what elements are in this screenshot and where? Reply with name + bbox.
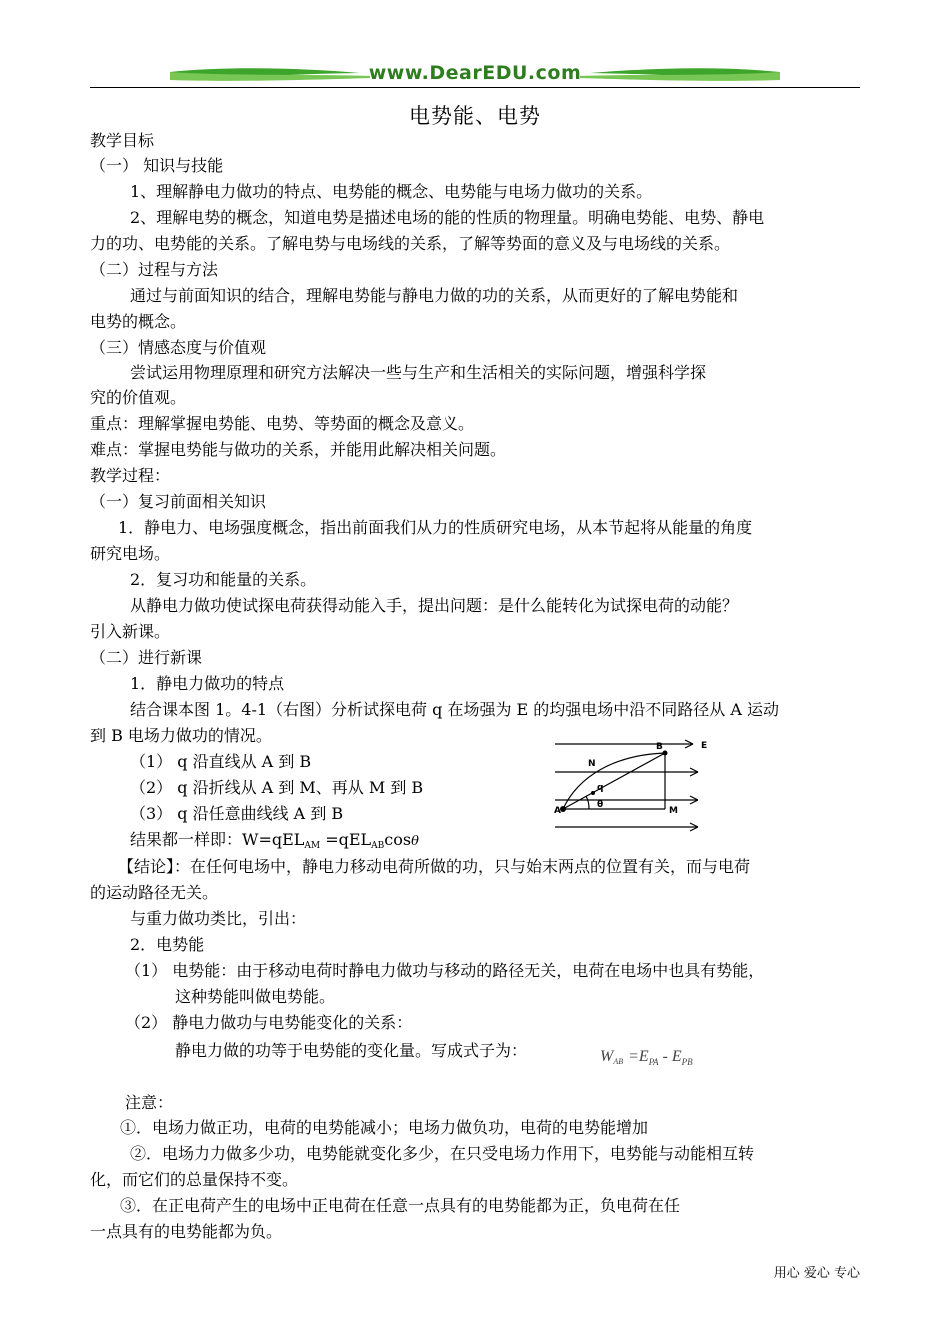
label-q: q [597, 783, 604, 793]
label-e: E [701, 741, 708, 751]
subsection-heading: 2．电势能 [130, 935, 205, 954]
text-line: 1、理解静电力做功的特点、电势能的概念、电势能与电场力做功的关系。 [130, 182, 653, 201]
text-line: 化，而它们的总量保持不变。 [90, 1170, 299, 1189]
text-line: 引入新课。 [90, 622, 171, 641]
conclusion: 【结论】：在任何电场中，静电力移动电荷所做的功，只与始末两点的位置有关，而与电荷 [118, 857, 751, 876]
subscript: AB [371, 841, 385, 851]
text-line: 这种势能叫做电势能。 [175, 987, 336, 1006]
result-text: 结果都一样即：W=qEL [130, 830, 305, 849]
text-line: 研究电场。 [90, 544, 171, 563]
footer-slogan: 用心 爱心 专心 [773, 1266, 860, 1281]
text-line: 与重力做功类比，引出： [130, 909, 307, 928]
text-line: 2、理解电势的概念，知道电势是描述电场的能的性质的物理量。明确电势能、电势、静电 [130, 208, 765, 227]
theta-symbol: θ [411, 834, 419, 849]
formula-text: =E [628, 1048, 649, 1065]
subsection-heading: （一） 知识与技能 [90, 156, 224, 175]
text-line: 一点具有的电势能都为负。 [90, 1222, 283, 1241]
note-heading: 注意： [125, 1093, 174, 1112]
work-energy-formula [600, 1048, 693, 1067]
result-text: =qEL [320, 830, 372, 849]
key-point: 重点：理解掌握电势能、电势、等势面的概念及意义。 [90, 414, 475, 433]
text-line: 1．静电力、电场强度概念，指出前面我们从力的性质研究电场，从本节起将从能量的角度 [118, 518, 753, 537]
page-title: 电势能、电势 [409, 104, 541, 128]
subscript: AM [304, 841, 321, 851]
site-logo-text: www.DearEDU.com [368, 62, 582, 84]
difficult-point: 难点：掌握电势能与做功的关系，并能用此解决相关问题。 [90, 440, 507, 459]
list-item: （2） 静电力做功与电势能变化的关系： [125, 1013, 413, 1032]
subscript: PA [648, 1057, 659, 1067]
list-item: （2） q 沿折线从 A 到 M、再从 M 到 B [130, 778, 424, 797]
header-divider [90, 87, 860, 88]
list-item: （1） q 沿直线从 A 到 B [130, 752, 312, 771]
label-m: M [669, 806, 678, 816]
label-a: A [554, 806, 561, 816]
text-line: 力的功、电势能的关系。了解电势与电场线的关系，了解等势面的意义及与电场线的关系。 [90, 234, 731, 253]
text-line: 从静电力做功使试探电荷获得动能入手，提出问题：是什么能转化为试探电荷的动能？ [130, 596, 739, 615]
formula-text: - E [658, 1048, 682, 1065]
text-line: 究的价值观。 [90, 388, 187, 407]
label-n: N [588, 759, 596, 769]
text-line: 静电力做的功等于电势能的变化量。写成式子为： [175, 1041, 528, 1060]
result-text: cos [384, 830, 412, 849]
section-heading: 教学目标 [90, 131, 155, 150]
text-line: 尝试运用物理原理和研究方法解决一些与生产和生活相关的实际问题，增强科学探 [130, 363, 707, 382]
text-line: 到 B 电场力做功的情况。 [90, 726, 272, 745]
subsection-heading: （三）情感态度与价值观 [90, 338, 267, 357]
section-heading: 教学过程： [90, 466, 171, 485]
text-line: 1．静电力做功的特点 [130, 674, 285, 693]
subsection-heading: （二）过程与方法 [90, 260, 219, 279]
subscript: AB [613, 1057, 624, 1066]
note-item: ①．电场力做正功，电荷的电势能减小；电场力做负功，电荷的电势能增加 [120, 1118, 649, 1137]
label-theta: θ [597, 800, 604, 810]
note-item: ②．电场力力做多少功，电势能就变化多少，在只受电场力作用下，电势能与动能相互转 [130, 1144, 755, 1163]
text-line: 电势的概念。 [90, 312, 187, 331]
formula-text: W [600, 1048, 614, 1065]
text-line: 的运动路径无关。 [90, 883, 219, 902]
text-line: 结合课本图 1。4-1（右图）分析试探电荷 q 在场强为 E 的均强电场中沿不同路径从 A 运动 [130, 700, 780, 719]
list-item: （3） q 沿任意曲线线 A 到 B [130, 804, 344, 823]
list-item: （1） 电势能：由于移动电荷时静电力做功与移动的路径无关，电荷在电场中也具有势能， [125, 961, 765, 980]
subsection-heading: （二）进行新课 [90, 648, 203, 667]
label-b: B [656, 742, 663, 752]
text-line: 2．复习功和能量的关系。 [130, 570, 317, 589]
note-item: ③．在正电荷产生的电场中正电荷在任意一点具有的电势能都为正，负电荷在任 [120, 1196, 681, 1215]
text-line: 通过与前面知识的结合，理解电势能与静电力做的功的关系，从而更好的了解电势能和 [130, 286, 739, 305]
result-line [130, 829, 419, 857]
subscript: PB [681, 1057, 693, 1067]
subsection-heading: （一）复习前面相关知识 [90, 492, 267, 511]
electric-field-figure [553, 737, 721, 837]
